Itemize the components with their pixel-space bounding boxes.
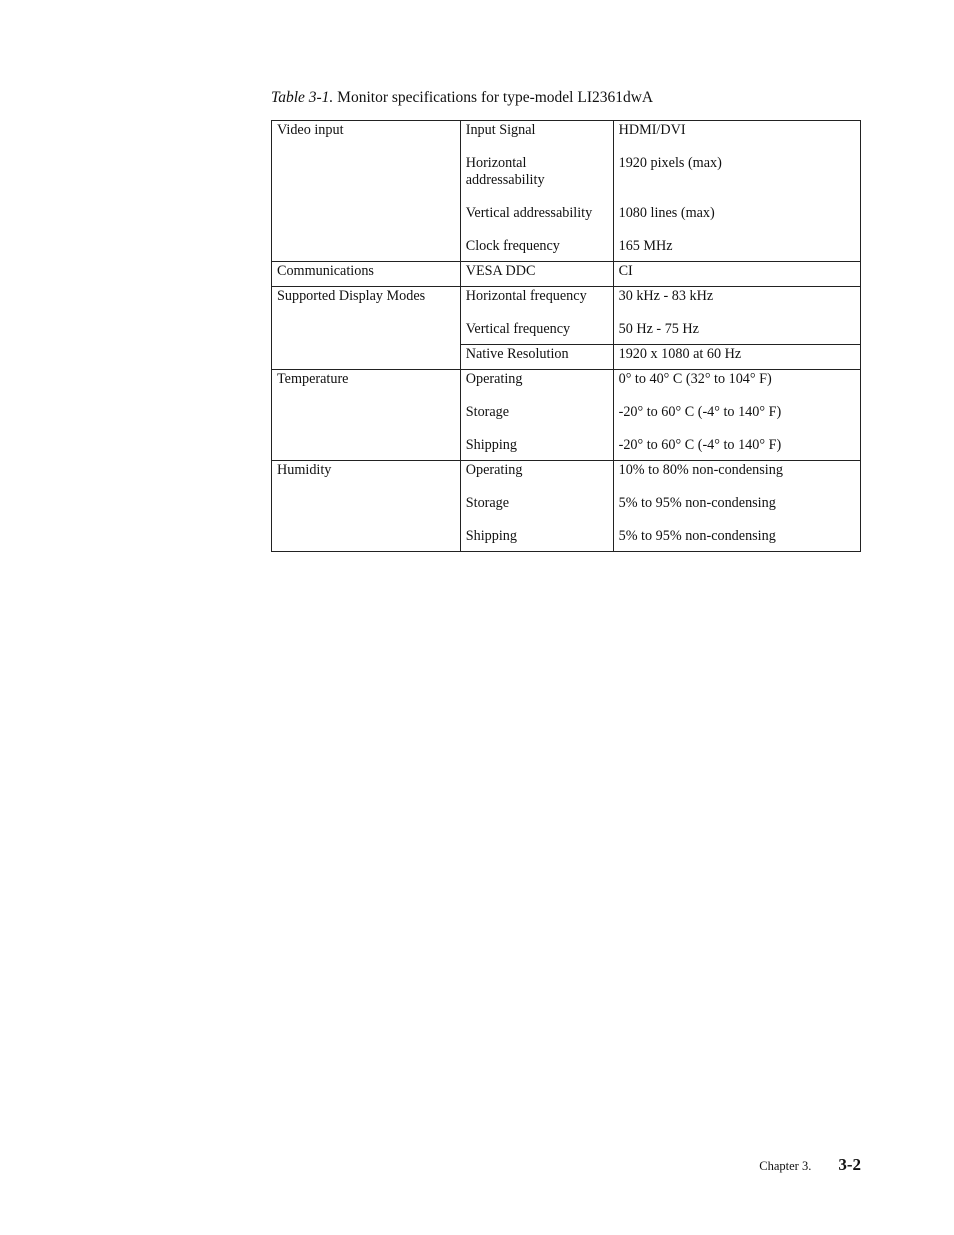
spec-value: -20° to 60° C (-4° to 140° F) (618, 437, 782, 453)
table-caption-label: Table 3-1. (271, 89, 334, 106)
spec-value-cell (613, 121, 860, 262)
table-row-humidity (272, 461, 861, 552)
spec-label: Shipping (465, 437, 517, 453)
specifications-table (271, 120, 861, 552)
spec-label: Operating (465, 462, 523, 478)
spec-label: Storage (465, 495, 510, 511)
table-caption (271, 89, 653, 107)
spec-value-cell (613, 287, 860, 345)
spec-value: -20° to 60° C (-4° to 140° F) (618, 404, 782, 420)
spec-label: Storage (465, 404, 510, 420)
spec-label-cell (460, 121, 613, 262)
chapter-label: Chapter 3. (759, 1159, 812, 1173)
spec-label: Input Signal (465, 122, 536, 138)
page-number: 3-2 (838, 1155, 861, 1174)
spec-label: Horizontal frequency (465, 288, 587, 304)
category-label: Supported Display Modes (277, 288, 426, 304)
page-footer (759, 1155, 861, 1175)
spec-value: HDMI/DVI (618, 122, 686, 138)
spec-label: Operating (465, 371, 523, 387)
spec-value: 165 MHz (618, 238, 673, 254)
spec-value-cell (613, 370, 860, 461)
category-cell-communications (272, 262, 461, 287)
spec-value: 1920 pixels (max) (618, 155, 722, 171)
table-caption-text: Monitor specifications for type-model LI2361dwA (337, 89, 654, 106)
spec-label: Clock frequency (465, 238, 560, 254)
table-row-video-input (272, 121, 861, 262)
category-cell-humidity (272, 461, 461, 552)
spec-value: 1080 lines (max) (618, 205, 715, 221)
spec-label: Vertical frequency (465, 321, 571, 337)
spec-value: 50 Hz - 75 Hz (618, 321, 699, 337)
spec-label: Shipping (465, 528, 517, 544)
spec-label-cell (460, 461, 613, 552)
table-row-display-modes (272, 287, 861, 345)
spec-label: VESA DDC (465, 263, 536, 279)
category-cell-temperature (272, 370, 461, 461)
spec-value: 30 kHz - 83 kHz (618, 288, 714, 304)
spec-value-cell (613, 262, 860, 287)
spec-label: Horizontal addressability (465, 155, 545, 188)
spec-value: 10% to 80% non-condensing (618, 462, 783, 478)
spec-value: 1920 x 1080 at 60 Hz (618, 346, 742, 362)
spec-value: 5% to 95% non-condensing (618, 528, 776, 544)
category-cell-video-input (272, 121, 461, 262)
spec-label-cell (460, 287, 613, 345)
spec-value: 5% to 95% non-condensing (618, 495, 776, 511)
spec-value-cell (613, 345, 860, 370)
spec-value: 0° to 40° C (32° to 104° F) (618, 371, 772, 387)
category-cell-display-modes (272, 287, 461, 370)
spec-label-cell (460, 370, 613, 461)
spec-value-cell (613, 461, 860, 552)
category-label: Communications (277, 263, 374, 279)
spec-label: Native Resolution (465, 346, 569, 362)
spec-label-cell (460, 262, 613, 287)
category-label: Video input (277, 122, 344, 138)
category-label: Temperature (277, 371, 349, 387)
table-row-communications (272, 262, 861, 287)
spec-value: CI (618, 263, 633, 279)
spec-label-cell (460, 345, 613, 370)
table-row-temperature (272, 370, 861, 461)
category-label: Humidity (277, 462, 332, 478)
spec-label: Vertical addressability (465, 205, 593, 221)
